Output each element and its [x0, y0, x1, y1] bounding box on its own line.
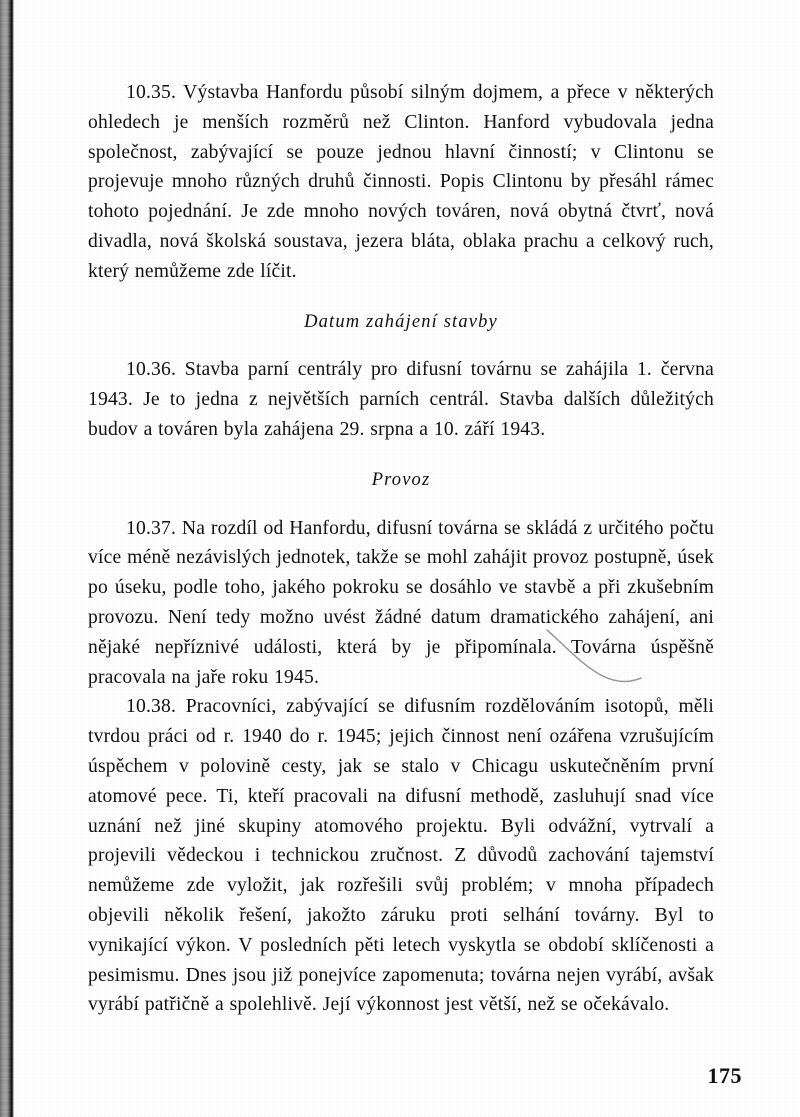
- heading-provoz: Provoz: [371, 469, 431, 490]
- heading-datum-zahajeni-stavby: Datum zahájení stavby: [304, 311, 498, 332]
- spacer: [88, 445, 714, 466]
- paragraph-10-38: 10.38. Pracovníci, zabývající se difusním rozdělováním isotopů, měli tvrdou práci od r. 1940 do r. 1945; jejich činnost není ozářena vzrušujícím úspěchem v polovině cesty, jak se stalo v Chicagu uskutečněním první atomové pece. Ti, kteří pracovali na difusní methodě, zasluhují snad více uznání než jiné skupiny atomového projektu. Byli odvážní, vytrvalí a projevili vědeckou i technickou zručnost. Z důvodů zachování tajemství nemůžeme zde vyložit, jak rozřešili svůj problém; v mnoha případech objevili několik řešení, jakožto záruku proti selhání továrny. Byl to vynikající výkon. V posledních pěti letech vyskytla se období sklíčenosti a pesimismu. Dnes jsou již ponejvíce zapomenuta; továrna nejen vyrábí, avšak vyrábí patřičně a spolehlivě. Její výkonnost jest větší, než se očekávalo.: [88, 696, 714, 1016]
- paragraph-10-37: 10.37. Na rozdíl od Hanfordu, difusní továrna se skládá z určitého počtu více méně nezávislých jednotek, takže se mohl zahájit provoz postupně, úsek po úseku, podle toho, jakého pokroku se dosáhlo ve stavbě a při zkušebním provozu. Není tedy možno uvést žádné datum dramatického zahájení, ani nějaké nepříznivé události, která by je připomínala. Továrna úspěšně pracovala na jaře roku 1945.: [88, 517, 714, 688]
- gutter-texture: [0, 0, 11, 1117]
- spacer: [88, 337, 714, 355]
- spacer: [88, 496, 714, 514]
- paragraph-10-36: 10.36. Stavba parní centrály pro difusní továrnu se zahájila 1. června 1943. Je to jedna z největších parních centrál. Stavba dalších důležitých budov a továren byla zahájena 29. srpna a 10. září 1943.: [88, 359, 714, 440]
- text-column: [88, 0, 714, 1020]
- paragraph-10-35: 10.35. Výstavba Hanfordu působí silným dojmem, a přece v některých ohledech je menších rozměrů než Clinton. Hanford vybudovala jedna společnost, zabývající se pouze jednou hlavní činností; v Clintonu se projevuje mnoho různých druhů činnosti. Popis Clintonu by přesáhl rámec tohoto pojednání. Je zde mnoho nových továren, nová obytná čtvrť, nová divadla, nová školská soustava, jezera bláta, oblaka prachu a celkový ruch, který nemůžeme zde líčit.: [88, 82, 714, 282]
- spacer: [88, 287, 714, 308]
- book-gutter-shadow: [0, 0, 14, 1117]
- page-number: 175: [707, 1063, 742, 1088]
